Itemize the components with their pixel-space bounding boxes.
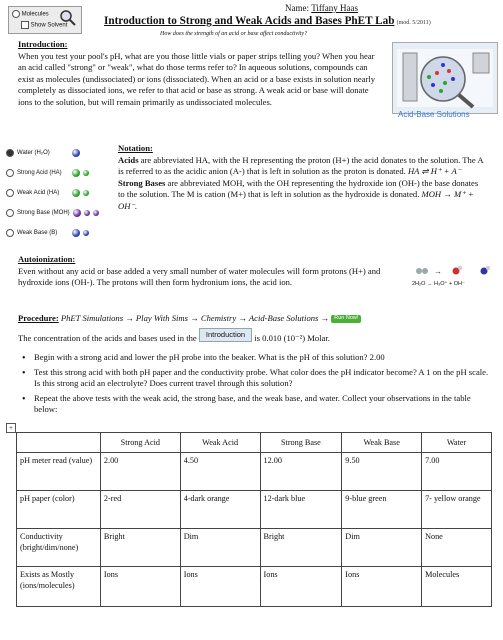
radio-icon (6, 169, 14, 177)
column-header: Weak Base (342, 433, 422, 453)
molecule-icon (83, 230, 89, 236)
table-row (17, 453, 492, 491)
solution-option-label: Strong Acid (HA) (17, 169, 62, 176)
base-equation: MOH → M⁺ + OH⁻. (118, 189, 474, 211)
molecules-option[interactable] (12, 10, 49, 19)
notation-heading: Notation: (118, 143, 153, 153)
page-title-row (104, 14, 431, 29)
column-header: Weak Acid (180, 433, 260, 453)
row-header-cell: Exists as Mostly (ions/molecules) (17, 567, 101, 607)
procedure-heading: Procedure: (18, 313, 59, 323)
sim-caption: Acid-Base Solutions (398, 110, 470, 119)
table-cell: Ions (180, 567, 260, 607)
molecule-icon (72, 169, 80, 177)
solution-option[interactable] (6, 203, 112, 223)
solution-option-label: Weak Acid (HA) (17, 189, 60, 196)
solution-option[interactable] (6, 163, 112, 183)
molecules-label: Molecules (21, 11, 49, 18)
row-header-cell: Conductivity (bright/dim/none) (17, 529, 101, 567)
bases-paragraph (118, 178, 486, 213)
procedure-line (18, 313, 498, 325)
list-item: • Test this strong acid with both pH paper and the conductivity probe. What color does the pH indicator become? A 1 on the pH scale. Is this strong acid an electrolyte? Does current travel through this solution? (22, 367, 492, 390)
table-header-row (17, 433, 492, 453)
instructions-list (22, 352, 492, 416)
solution-option[interactable] (6, 143, 112, 163)
table-cell: 9.50 (342, 453, 422, 491)
introduction-section (18, 39, 384, 109)
table-cell: Dim (342, 529, 422, 567)
bases-text: are abbreviated MOH, with the OH representing the hydroxide ion (OH-) the base donates to the solution. The M is cation (M+) that is left in solution as the hydroxide is donated. (118, 177, 479, 200)
autoionization-diagram: → 2H₂O → H₃O⁺ + OH⁻ (412, 264, 496, 290)
list-item: • Repeat the above tests with the weak acid, the strong base, and the weak base, and water. Collect your observations in the table below: (22, 393, 492, 416)
table-cell: 9-blue green (342, 491, 422, 529)
checkbox-icon (21, 21, 29, 29)
show-solvent-label: Show Solvent (30, 22, 68, 29)
table-cell: None (422, 529, 492, 567)
radio-icon (12, 10, 20, 18)
revision-note: (mod. 5/2011) (396, 20, 431, 26)
radio-icon (6, 209, 14, 217)
acids-label: Acids (118, 154, 139, 165)
column-header: Strong Base (260, 433, 342, 453)
solution-option[interactable] (6, 223, 112, 243)
beaker-illustration (393, 43, 497, 113)
table-cell: Ions (100, 567, 180, 607)
name-label: Name: (285, 3, 309, 13)
solution-option-label: Weak Base (B) (17, 229, 58, 236)
radio-icon (6, 229, 14, 237)
molecules-panel (8, 6, 82, 34)
column-header: Water (422, 433, 492, 453)
table-cell: 4-dark orange (180, 491, 260, 529)
row-header-cell: pH meter read (value) (17, 453, 101, 491)
molecule-icon (72, 189, 80, 197)
radio-selected-icon (6, 149, 14, 157)
acid-equation: HA ⇌ H⁺ + A⁻ (407, 166, 462, 177)
table-row (17, 567, 492, 607)
solution-option-label: Strong Base (MOH) (17, 209, 70, 216)
solution-option[interactable] (6, 183, 112, 203)
name-line (285, 2, 451, 14)
water-molecules-icon (412, 264, 496, 278)
row-header-cell: pH paper (color) (17, 491, 101, 529)
column-header (17, 433, 101, 453)
table-row (17, 529, 492, 567)
eq-left: 2H₂O (412, 281, 426, 288)
molecule-icon (72, 229, 80, 237)
table-cell: Ions (260, 567, 342, 607)
sim-thumbnail (392, 42, 498, 114)
name-value: Tiffany Haas (311, 3, 358, 13)
concentration-post: is 0.010 (10⁻²) Molar. (254, 333, 330, 343)
svg-text:→: → (434, 267, 442, 276)
introduction-tab[interactable]: Introduction (199, 328, 252, 342)
table-cell: Bright (260, 529, 342, 567)
eq-right: OH⁻ (453, 281, 465, 288)
table-cell: 7.00 (422, 453, 492, 491)
table-cell: Molecules (422, 567, 492, 607)
molecule-icon (72, 149, 80, 157)
table-row (17, 491, 492, 529)
table-cell: 7- yellow orange (422, 491, 492, 529)
table-move-handle[interactable]: + (6, 423, 16, 433)
table-cell: 2.00 (100, 453, 180, 491)
page-subtitle: How does the strength of an acid or base affect conductivity? (160, 31, 308, 37)
table-cell: Dim (180, 529, 260, 567)
concentration-line (18, 332, 498, 346)
eq-mid: H₃O⁺ (434, 281, 448, 288)
table-cell: 12.00 (260, 453, 342, 491)
procedure-path: PhET Simulations → Play With Sims → Chemistry → Acid-Base Solutions → (60, 313, 330, 323)
solution-option-label: Water (H₂O) (17, 149, 50, 156)
acids-text: are abbreviated HA, with the H representing the proton (H+) the acid donates to the solution. The A is referred to as the acidic anion (A-) that is left in solution as the proton is donated. (118, 154, 484, 177)
solution-options-panel (6, 143, 112, 245)
concentration-pre: The concentration of the acids and bases used in the (18, 333, 197, 343)
autoionization-heading: Autoionization: (18, 254, 76, 264)
bases-label: Strong Bases (118, 177, 166, 188)
molecule-icon (83, 170, 89, 176)
molecule-icon (83, 190, 89, 196)
autoionization-section (18, 254, 398, 289)
column-header: Strong Acid (100, 433, 180, 453)
autoionization-text: Even without any acid or base added a very small number of water molecules will form protons (H+) and hydroxide ions (OH-). The protons will then form hydronium ions, the acid ion. (18, 265, 381, 288)
table-cell: Bright (100, 529, 180, 567)
list-item: • Begin with a strong acid and lower the pH probe into the beaker. What is the pH of this solution? 2.00 (22, 352, 492, 364)
table-cell: 12-dark blue (260, 491, 342, 529)
introduction-heading: Introduction: (18, 39, 68, 49)
acids-paragraph (118, 155, 486, 178)
radio-icon (6, 189, 14, 197)
page-title: Introduction to Strong and Weak Acids and Bases PhET Lab (104, 15, 395, 27)
run-now-button[interactable]: Run Now! (331, 315, 361, 322)
table-cell: 2-red (100, 491, 180, 529)
observations-table (16, 432, 492, 607)
molecule-icon (93, 210, 99, 216)
molecule-icon (84, 210, 90, 216)
molecule-icon (73, 209, 81, 217)
table-cell: Ions (342, 567, 422, 607)
notation-section (118, 143, 486, 213)
magnifier-icon (59, 9, 77, 27)
table-cell: 4.50 (180, 453, 260, 491)
introduction-text: When you test your pool's pH, what are you those little vials or paper strips telling you? When you hear an acid called "strong" or "weak", what do those terms refer to? In aqueous solutions, compounds can exist as molecules (undissociated) or ions (dissociated). When an acid or a base exists in solution nearly completely as dissociated ions, we refer to that acid or base as strong. A weak acid or base will donate ions to the solution, but will remain primarily as undissociated molecules. (18, 50, 376, 107)
